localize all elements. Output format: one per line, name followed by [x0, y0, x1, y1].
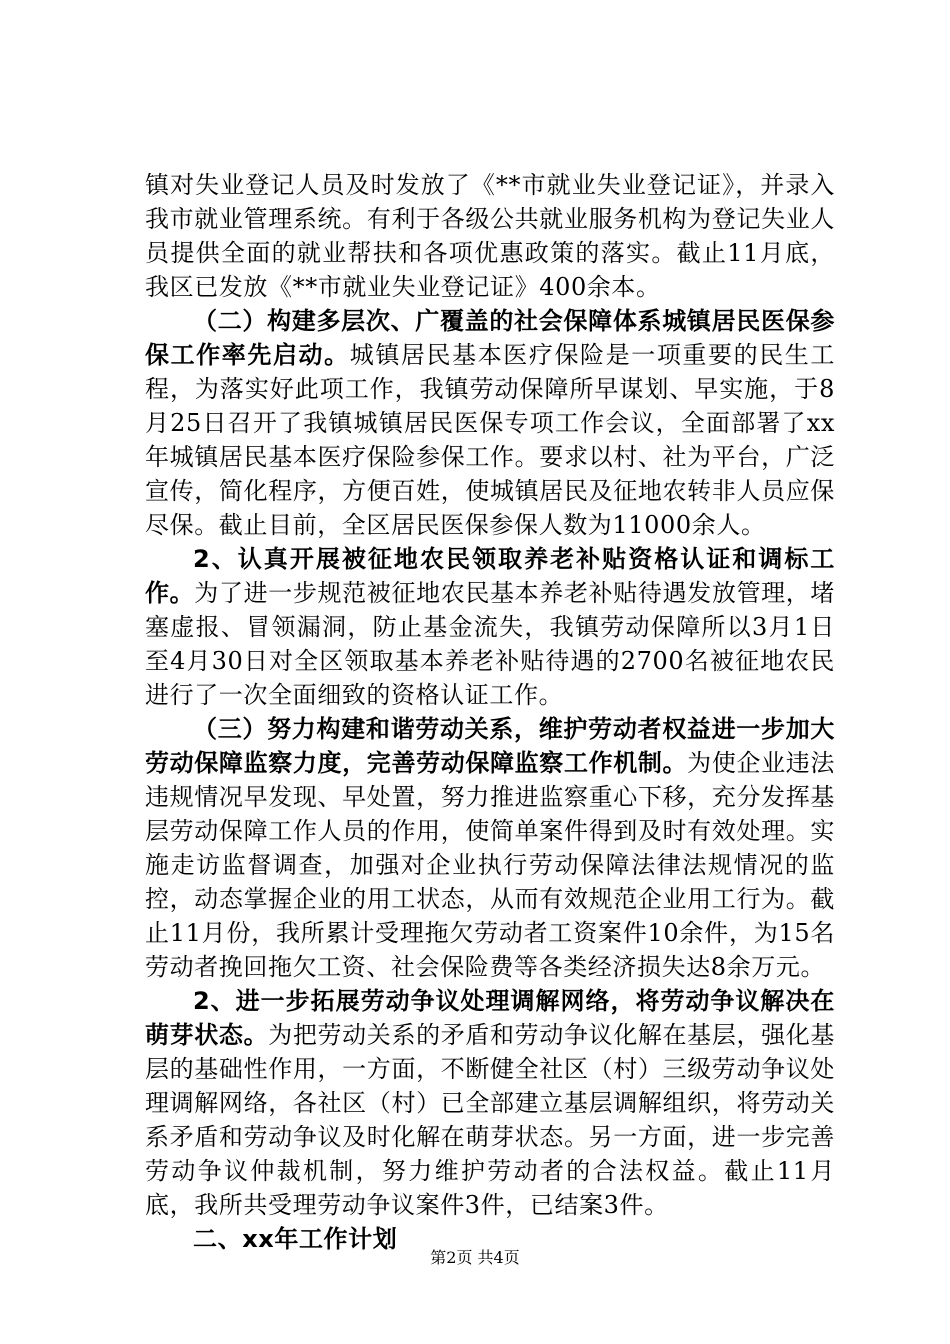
paragraph-4-text: 为使企业违法违规情况早发现、早处置，努力推进监察重心下移，充分发挥基层劳动保障工作人员的作用，使简单案件得到及时有效处理。实施走访监督调查，加强对企业执行劳动保障法律法规情况的监控，动态掌握企业的用工状态，从而有效规范企业用工行为。截止11月份，我所累计受理拖欠劳动者工资案件10余件，为15名劳动者挽回拖欠工资、社会保险费等各类经济损失达8余万元。 [145, 749, 835, 981]
paragraph-5 [145, 984, 835, 1222]
paragraph-5-text: 为把劳动关系的矛盾和劳动争议化解在基层，强化基层的基础性作用，一方面，不断健全社区（村）三级劳动争议处理调解网络，各社区（村）已全部建立基层调解组织，将劳动关系矛盾和劳动争议及时化解在萌芽状态。另一方面，进一步完善劳动争议仲裁机制，努力维护劳动者的合法权益。截止11月底，我所共受理劳动争议案件3件，已结案3件。 [145, 1021, 835, 1219]
page-footer [0, 1245, 950, 1268]
paragraph-4-heading: （三）努力构建和谐劳动关系，维护劳动者权益进一步加大劳动保障监察力度，完善劳动保障监察工作机制。 [145, 715, 835, 777]
paragraph-4 [145, 712, 835, 984]
paragraph-3 [145, 542, 835, 712]
page-number: 第2页 共4页 [430, 1248, 520, 1267]
paragraph-1-text: 镇对失业登记人员及时发放了《**市就业失业登记证》，并录入我市就业管理系统。有利于各级公共就业服务机构为登记失业人员提供全面的就业帮扶和各项优惠政策的落实。截止11月底，我区已发放《**市就业失业登记证》400余本。 [145, 171, 835, 301]
paragraph-1 [145, 168, 835, 304]
paragraph-2-text: 城镇居民基本医疗保险是一项重要的民生工程，为落实好此项工作，我镇劳动保障所早谋划、早实施，于8月25日召开了我镇城镇居民医保专项工作会议，全面部署了xx年城镇居民基本医疗保险参保工作。要求以村、社为平台，广泛宣传，简化程序，方便百姓，使城镇居民及征地农转非人员应保尽保。截止目前，全区居民医保参保人数为11000余人。 [145, 341, 835, 539]
section-heading: 二、xx年工作计划 [193, 1225, 398, 1253]
paragraph-2 [145, 304, 835, 542]
paragraph-3-heading: 2、认真开展被征地农民领取养老补贴资格认证和调标工作。 [145, 545, 835, 607]
document-body [145, 168, 835, 1256]
paragraph-5-heading: 2、进一步拓展劳动争议处理调解网络，将劳动争议解决在萌芽状态。 [145, 987, 835, 1049]
paragraph-3-text: 为了进一步规范被征地农民基本养老补贴待遇发放管理，堵塞虚报、冒领漏洞，防止基金流失，我镇劳动保障所以3月1日至4月30日对全区领取基本养老补贴待遇的2700名被征地农民进行了一次全面细致的资格认证工作。 [145, 579, 835, 709]
paragraph-2-heading: （二）构建多层次、广覆盖的社会保障体系城镇居民医保参保工作率先启动。 [145, 307, 835, 369]
